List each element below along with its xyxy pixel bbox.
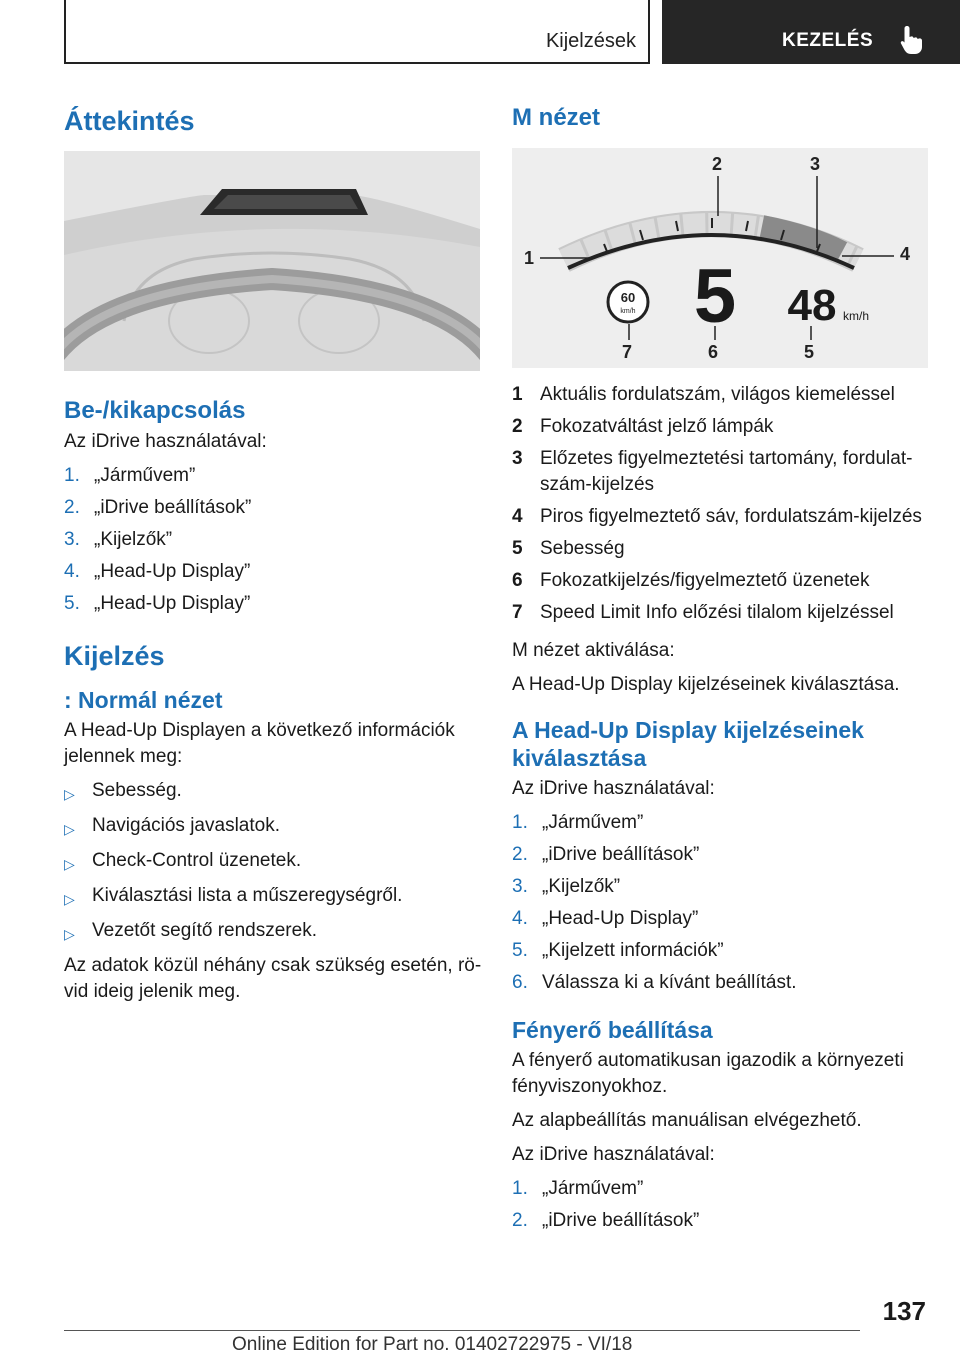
onoff-intro: Az iDrive használatával: [64,431,267,452]
brightness-intro: Az iDrive használatával: [512,1144,715,1165]
header-chapter-tab [662,0,960,64]
header-section-label: Kijelzések [545,30,636,52]
list-item: 1. „Járművem” [512,812,644,833]
speed-unit: km/h [842,309,870,323]
legend-item: 3 Előzetes figyelmeztetési tartomány, fordulat-szám-kijelzés [512,448,913,495]
list-item: 2. „iDrive beállítások” [512,1210,700,1231]
callout-3: 3 [810,154,821,174]
triangle-bullet-icon: ▷ [64,926,75,942]
footer-edition-text: Online Edition for Part no. 01402722975 - VI/18 [232,1334,633,1355]
display-title: Kijelzés [64,641,165,671]
legend-item: 6 Fokozatkijelzés/figyelmeztető üzenetek [512,570,870,591]
list-item: 4. „Head-Up Display” [512,908,699,929]
footer-divider [64,1330,860,1331]
list-item: 5. „Head-Up Display” [64,593,251,614]
legend-item: 2 Fokozatváltást jelző lámpák [512,416,774,437]
callout-4: 4 [900,244,911,264]
list-item: 2. „iDrive beállítások” [512,844,700,865]
brightness-text-2: Az alapbeállítás manuálisan elvégezhető. [512,1110,862,1131]
list-item: ▷ Navigációs javaslatok. [64,813,484,842]
callout-5: 5 [804,342,815,362]
page-header [0,0,960,66]
legend-item: 5 Sebesség [512,538,625,559]
dashboard-illustration [64,151,480,371]
onoff-steps-list [64,463,484,617]
select-heading: A Head-Up Display kijelzéseinek kiválasztása [512,717,864,771]
pointing-hand-icon [898,24,926,56]
onoff-heading: Be-/kikapcsolás [64,397,246,424]
brightness-steps-list [512,1176,932,1234]
list-item: 4. „Head-Up Display” [64,561,251,582]
speed-limit-value: 60 [620,290,636,305]
legend-item: 4 Piros figyelmeztető sáv, fordulatszám-kijelzés [512,506,922,527]
list-item: 3. „Kijelzők” [64,529,173,550]
triangle-bullet-icon: ▷ [64,821,75,837]
select-steps-list [512,810,932,996]
list-item: 1. „Járművem” [64,465,196,486]
select-intro: Az iDrive használatával: [512,778,715,799]
m-view-illustration [512,148,928,368]
activation-label: M nézet aktiválása: [512,640,675,661]
list-item: ▷ Kiválasztási lista a műszeregységről. [64,883,484,912]
speed-limit-unit: km/h [620,308,636,315]
list-item: ▷ Vezetőt segítő rendszerek. [64,918,484,947]
callout-6: 6 [708,342,719,362]
normal-view-note: Az adatok közül néhány csak szükség esetén, rö-vid ideig jelenik meg. [64,955,482,1002]
brightness-heading: Fényerő beállítása [512,1017,713,1043]
page-number: 137 [882,1296,926,1326]
list-item: ▷ Sebesség. [64,778,484,807]
m-view-legend [512,382,932,626]
right-column [512,96,932,1240]
header-chapter-label: KEZELÉS [782,30,874,51]
overview-title: Áttekintés [64,106,195,136]
callout-7: 7 [622,342,633,362]
list-item: 1. „Járművem” [512,1178,644,1199]
list-item: 6. Válassza ki a kívánt beállítást. [512,972,797,993]
m-view-figure [512,148,928,368]
list-item: 5. „Kijelzett információk” [512,940,724,961]
normal-view-heading: : Normál nézet [64,687,223,713]
callout-2: 2 [712,154,723,174]
legend-item: 1 Aktuális fordulatszám, világos kiemeléssel [512,384,895,405]
gear-indicator: 5 [693,254,737,339]
normal-view-intro: A Head-Up Displayen a következő információk jelennek meg: [64,720,455,767]
list-item: 2. „iDrive beállítások” [64,497,252,518]
left-column [64,96,484,1013]
header-section-box [64,0,650,64]
normal-view-bullets [64,778,484,947]
brightness-text-1: A fényerő automatikusan igazodik a környezeti fényviszonyokhoz. [512,1050,904,1097]
callout-1: 1 [524,248,535,268]
triangle-bullet-icon: ▷ [64,786,75,802]
list-item: 3. „Kijelzők” [512,876,621,897]
dashboard-photo [64,151,480,371]
triangle-bullet-icon: ▷ [64,891,75,907]
activation-text: A Head-Up Display kijelzéseinek kiválasztása. [512,674,900,695]
legend-item: 7 Speed Limit Info előzési tilalom kijelzéssel [512,602,894,623]
m-view-title: M nézet [512,104,601,131]
list-item: ▷ Check-Control üzenetek. [64,848,484,877]
triangle-bullet-icon: ▷ [64,856,75,872]
speed-value: 48 [787,281,837,330]
